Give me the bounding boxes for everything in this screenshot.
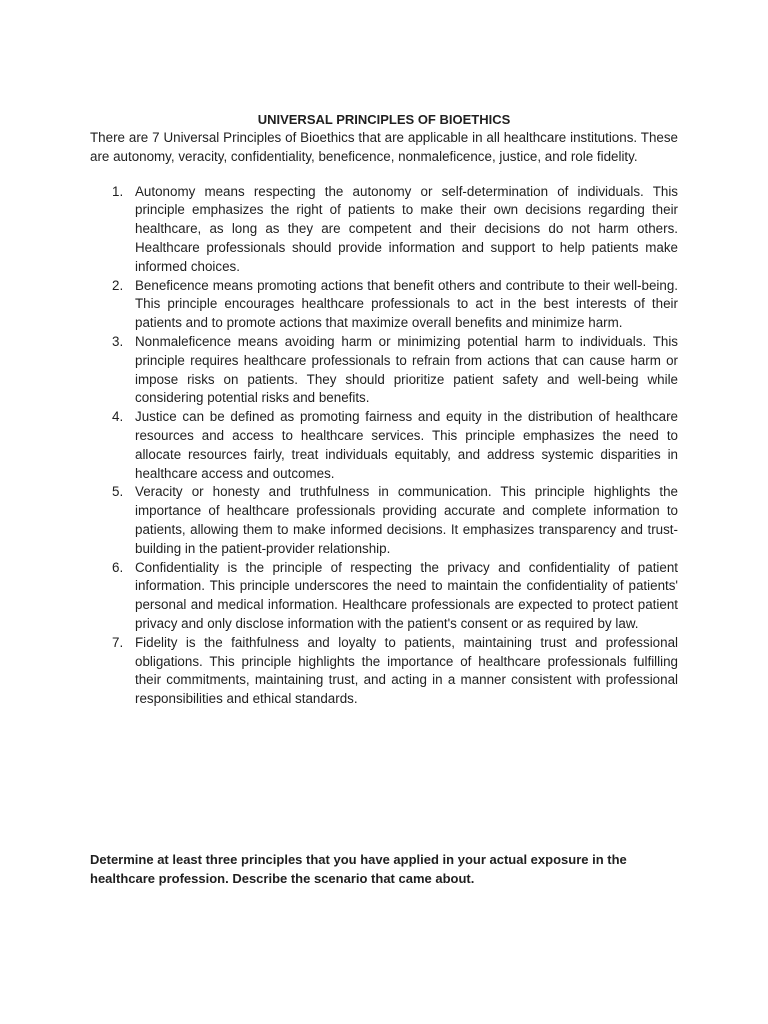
- list-item: [90, 333, 678, 408]
- list-item-text: Justice can be defined as promoting fairness and equity in the distribution of healthcare resources and access to healthcare services. This principle emphasizes the need to allocate resources fairly, treat individuals equitably, and address systemic disparities in healthcare access and outcomes.: [135, 409, 678, 481]
- list-item: [90, 483, 678, 558]
- list-item-text: Beneficence means promoting actions that benefit others and contribute to their well-being. This principle encourages healthcare professionals to act in the best interests of their patients and to promote actions that maximize overall benefits and minimize harm.: [135, 277, 678, 331]
- list-item: [90, 183, 678, 277]
- list-item-number: 5.: [112, 484, 124, 500]
- list-item: [90, 634, 678, 709]
- principles-list: [90, 183, 678, 709]
- intro-paragraph: There are 7 Universal Principles of Bioethics that are applicable in all healthcare institutions. These are autonomy, veracity, confidentiality, beneficence, nonmaleficence, justice, and role fidelity.: [90, 130, 678, 164]
- question-prompt: Determine at least three principles that you have applied in your actual exposure in the healthcare profession. Describe the scenario that came about.: [90, 852, 627, 886]
- list-item-text: Nonmaleficence means avoiding harm or minimizing potential harm to individuals. This principle requires healthcare professionals to refrain from actions that can cause harm or impose risks on patients. They should prioritize patient safety and well-being while considering potential risks and benefits.: [135, 333, 678, 406]
- page-title: UNIVERSAL PRINCIPLES OF BIOETHICS: [257, 112, 511, 127]
- list-item-number: 6.: [112, 559, 124, 575]
- list-item-number: 4.: [112, 409, 124, 425]
- list-item-number: 7.: [112, 634, 124, 650]
- list-item-number: 3.: [112, 333, 124, 349]
- list-item: [90, 559, 678, 634]
- list-item-text: Autonomy means respecting the autonomy or self-determination of individuals. This principle emphasizes the right of patients to make their own decisions regarding their healthcare, as long as they are competent and their decisions do not harm others. Healthcare professionals should provide information and support to help patients make informed choices.: [135, 183, 678, 274]
- list-item-text: Fidelity is the faithfulness and loyalty to patients, maintaining trust and professional obligations. This principle highlights the importance of healthcare professionals fulfilling their commitments, maintaining trust, and acting in a manner consistent with professional responsibilities and ethical standards.: [135, 634, 678, 707]
- list-item-text: Veracity or honesty and truthfulness in communication. This principle highlights the importance of healthcare professionals providing accurate and complete information to patients, allowing them to make informed decisions. It emphasizes transparency and trust-building in the patient-provider relationship.: [135, 484, 678, 556]
- list-item-number: 2.: [112, 277, 124, 293]
- list-item-number: 1.: [112, 183, 124, 199]
- document-body: [90, 111, 678, 709]
- list-item: [90, 408, 678, 483]
- list-item-text: Confidentiality is the principle of respecting the privacy and confidentiality of patient information. This principle underscores the need to maintain the confidentiality of patients' personal and medical information. Healthcare professionals are expected to protect patient privacy and only disclose information with the patient's consent or as required by law.: [135, 559, 678, 631]
- list-item: [90, 277, 678, 333]
